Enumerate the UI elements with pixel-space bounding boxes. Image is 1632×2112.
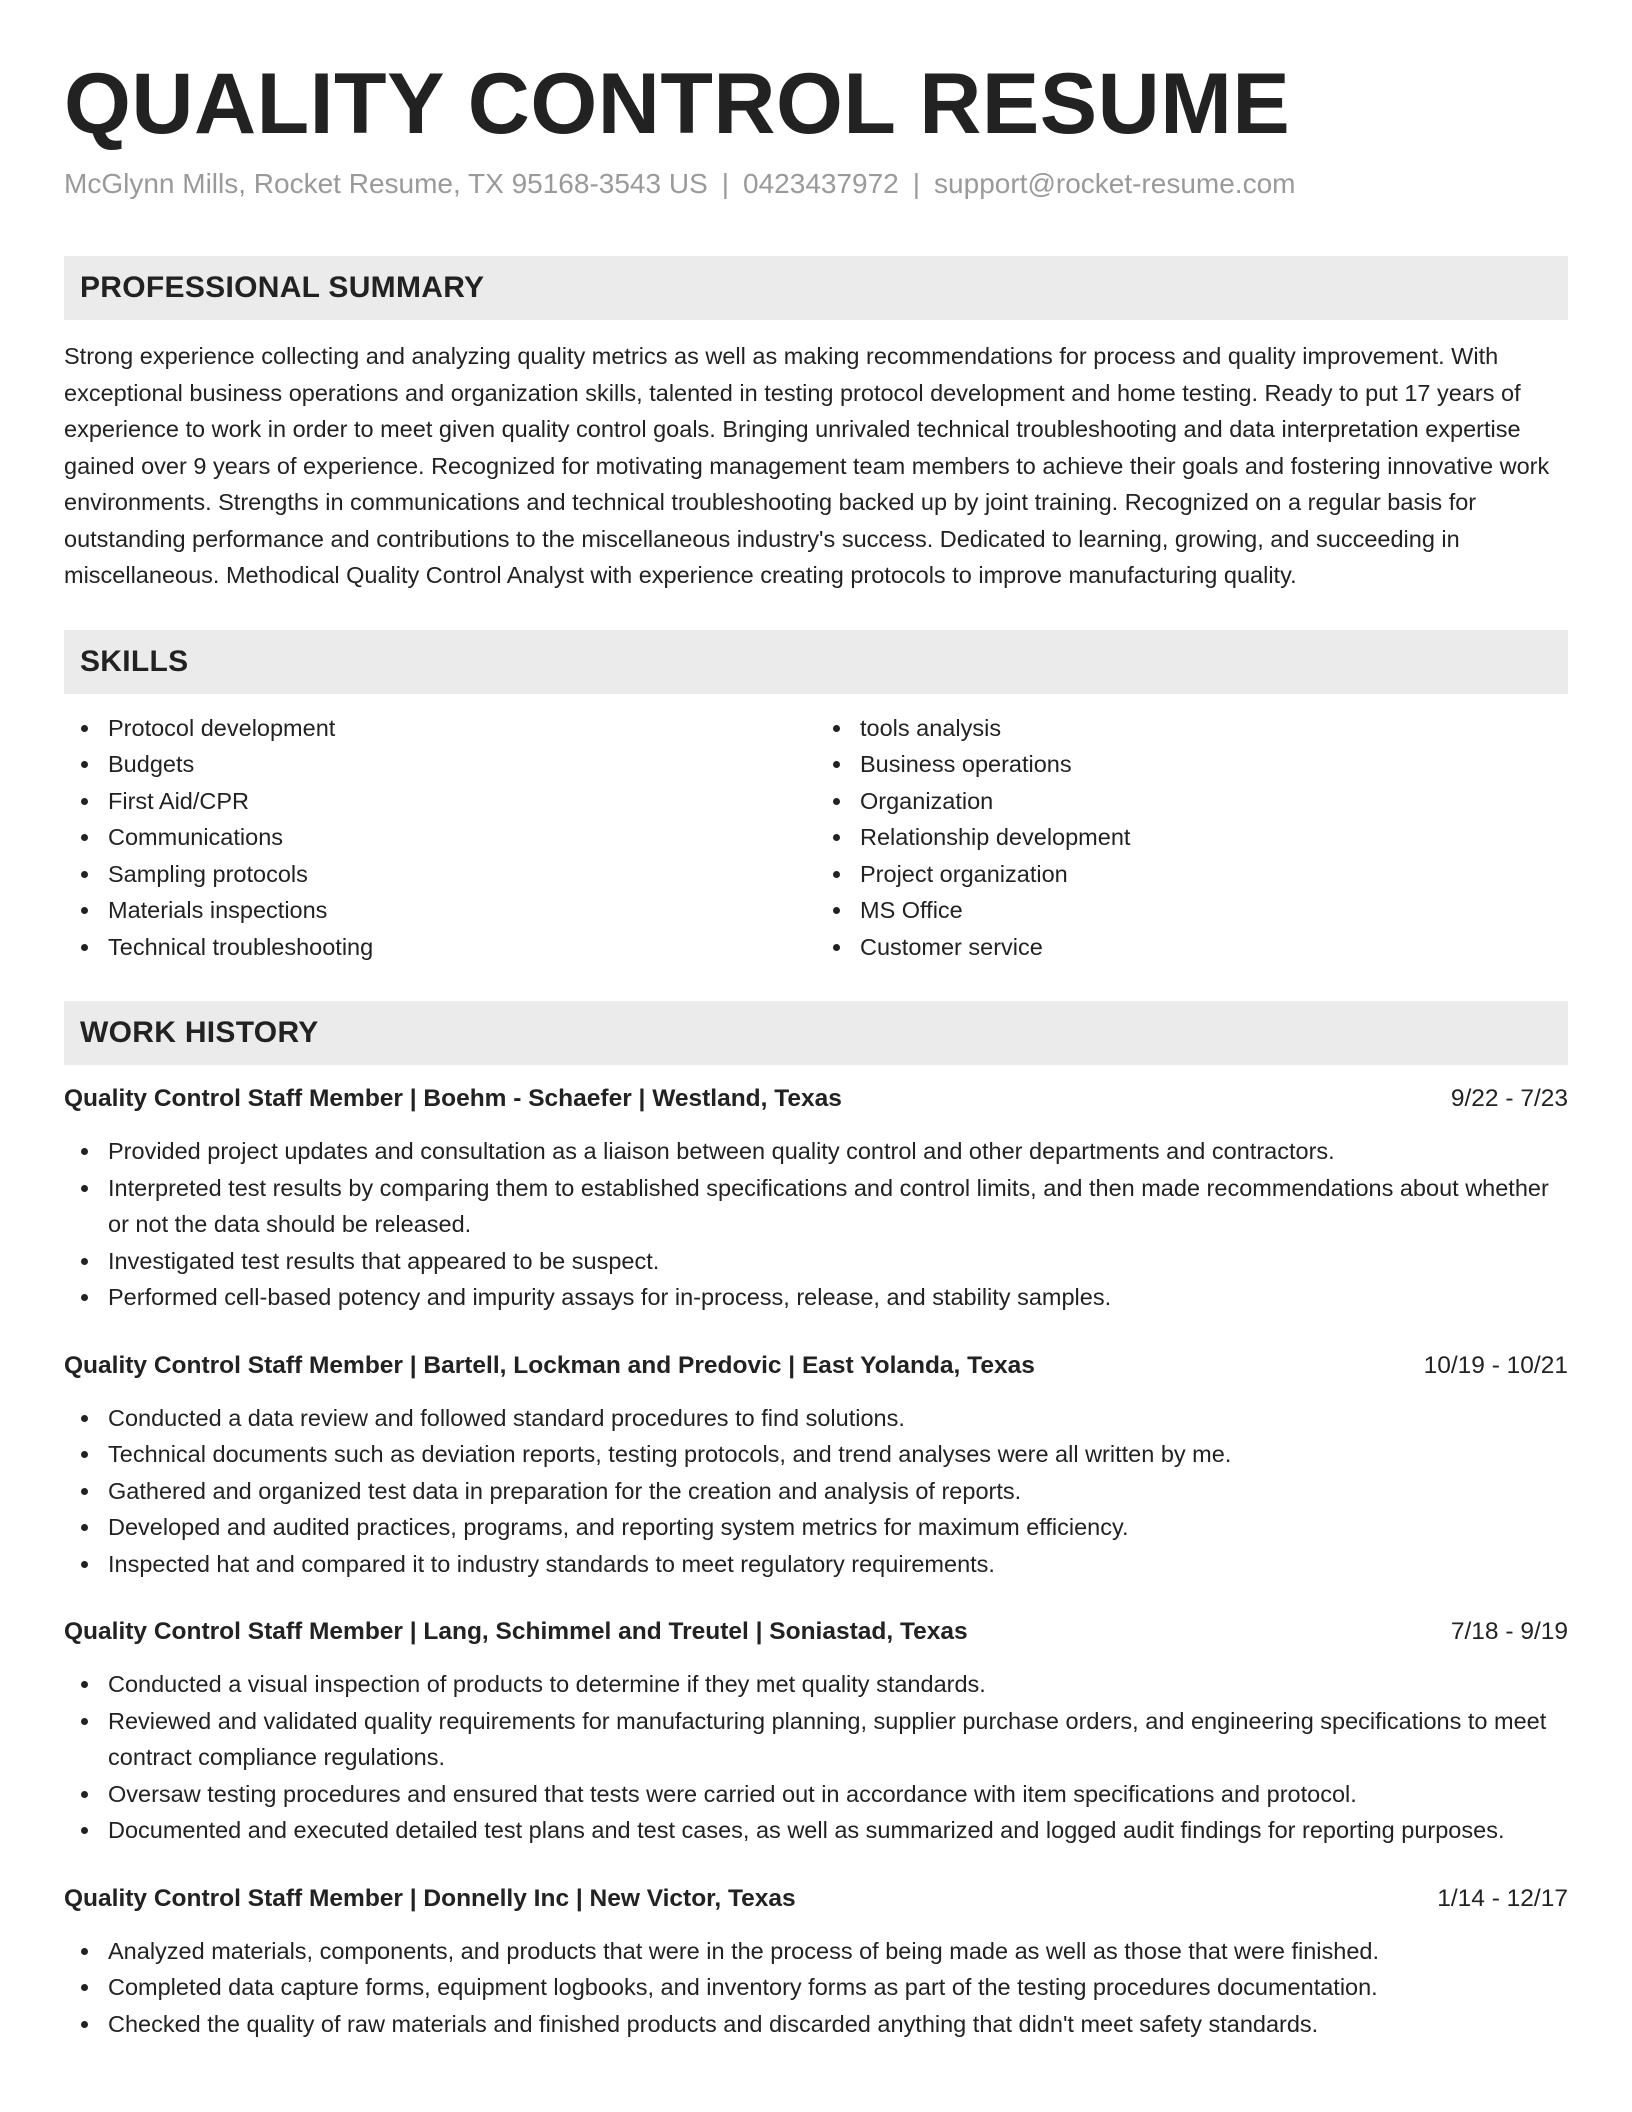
- job-bullet: Documented and executed detailed test plans and test cases, as well as summarized and logged audit findings for reporting purposes.: [64, 1812, 1568, 1849]
- job-bullet: Provided project updates and consultation as a liaison between quality control and other departments and contractors.: [64, 1133, 1568, 1170]
- skill-item: Sampling protocols: [64, 856, 816, 893]
- job-dates: 1/14 - 12/17: [1437, 1884, 1568, 1912]
- job-bullet: Investigated test results that appeared to be suspect.: [64, 1243, 1568, 1280]
- skill-item: Project organization: [816, 856, 1568, 893]
- job-dates: 10/19 - 10/21: [1423, 1351, 1568, 1379]
- job-bullet: Conducted a data review and followed standard procedures to find solutions.: [64, 1400, 1568, 1437]
- job-header: [64, 1614, 1568, 1650]
- job-header: [64, 1881, 1568, 1917]
- job-entry: [64, 1348, 1568, 1583]
- skills-column-left: [64, 710, 816, 966]
- job-bullets: [64, 1666, 1568, 1849]
- skill-item: Organization: [816, 783, 1568, 820]
- job-bullet: Performed cell-based potency and impurity assays for in-process, release, and stability samples.: [64, 1279, 1568, 1316]
- skill-item: Communications: [64, 819, 816, 856]
- skill-item: tools analysis: [816, 710, 1568, 747]
- job-bullet: Reviewed and validated quality requirements for manufacturing planning, supplier purchase orders, and engineering specifications to meet contract compliance regulations.: [64, 1703, 1568, 1776]
- job-bullets: [64, 1400, 1568, 1583]
- job-bullet: Completed data capture forms, equipment logbooks, and inventory forms as part of the testing procedures documentation.: [64, 1969, 1568, 2006]
- skills-column-right: [816, 710, 1568, 966]
- summary-text: Strong experience collecting and analyzing quality metrics as well as making recommendations for process and quality improvement. With exceptional business operations and organization skills, talented in testing protocol development and home testing. Ready to put 17 years of experience to work in order to meet given quality control goals. Bringing unrivaled technical troubleshooting and data interpretation expertise gained over 9 years of experience. Recognized for motivating management team members to achieve their goals and fostering innovative work environments. Strengths in communications and technical troubleshooting backed up by joint training. Recognized on a regular basis for outstanding performance and contributions to the miscellaneous industry's success. Dedicated to learning, growing, and succeeding in miscellaneous. Methodical Quality Control Analyst with experience creating protocols to improve manufacturing quality.: [64, 343, 1550, 588]
- job-entry: [64, 1081, 1568, 1316]
- job-bullet: Oversaw testing procedures and ensured that tests were carried out in accordance with item specifications and protocol.: [64, 1776, 1568, 1813]
- job-header: [64, 1348, 1568, 1384]
- skill-item: MS Office: [816, 892, 1568, 929]
- job-dates: 7/18 - 9/19: [1450, 1618, 1568, 1645]
- job-entry: [64, 1881, 1568, 2043]
- job-bullet: Developed and audited practices, programs, and reporting system metrics for maximum efficiency.: [64, 1509, 1568, 1546]
- job-entry: [64, 1614, 1568, 1849]
- skill-item: Budgets: [64, 746, 816, 783]
- job-title: Quality Control Staff Member | Boehm - Schaefer | Westland, Texas: [64, 1085, 842, 1112]
- section-header-summary: PROFESSIONAL SUMMARY: [64, 256, 1568, 320]
- job-dates: 9/22 - 7/23: [1450, 1085, 1568, 1112]
- skill-item: Technical troubleshooting: [64, 929, 816, 966]
- skill-item: Relationship development: [816, 819, 1568, 856]
- job-bullet: Interpreted test results by comparing them to established specifications and control limits, and then made recommendations about whether or not the data should be released.: [64, 1170, 1568, 1243]
- job-bullet: Inspected hat and compared it to industry standards to meet regulatory requirements.: [64, 1546, 1568, 1583]
- job-bullet: Checked the quality of raw materials and finished products and discarded anything that didn't meet safety standards.: [64, 2006, 1568, 2043]
- job-title: Quality Control Staff Member | Donnelly Inc | New Victor, Texas: [64, 1884, 796, 1912]
- contact-phone: 0423437972: [743, 168, 899, 199]
- skill-item: First Aid/CPR: [64, 783, 816, 820]
- skill-item: Materials inspections: [64, 892, 816, 929]
- section-header-skills: SKILLS: [64, 630, 1568, 694]
- job-title: Quality Control Staff Member | Bartell, Lockman and Predovic | East Yolanda, Texas: [64, 1351, 1035, 1379]
- job-bullet: Conducted a visual inspection of products to determine if they met quality standards.: [64, 1666, 1568, 1703]
- job-bullets: [64, 1133, 1568, 1316]
- skill-item: Business operations: [816, 746, 1568, 783]
- job-header: [64, 1081, 1568, 1117]
- contact-address: McGlynn Mills, Rocket Resume, TX 95168-3543 US: [64, 168, 708, 199]
- contact-separator: |: [912, 168, 921, 199]
- section-header-work-history: WORK HISTORY: [64, 1001, 1568, 1065]
- skill-item: Customer service: [816, 929, 1568, 966]
- page-title: QUALITY CONTROL RESUME: [64, 56, 1291, 152]
- job-bullet: Technical documents such as deviation reports, testing protocols, and trend analyses were all written by me.: [64, 1436, 1568, 1473]
- contact-separator: |: [721, 168, 730, 199]
- job-bullet: Gathered and organized test data in preparation for the creation and analysis of reports.: [64, 1473, 1568, 1510]
- skills-list: [64, 710, 1568, 966]
- job-bullets: [64, 1933, 1568, 2043]
- skill-item: Protocol development: [64, 710, 816, 747]
- contact-line: [64, 166, 1568, 202]
- job-bullet: Analyzed materials, components, and products that were in the process of being made as well as those that were finished.: [64, 1933, 1568, 1970]
- contact-email: support@rocket-resume.com: [934, 168, 1296, 199]
- job-title: Quality Control Staff Member | Lang, Schimmel and Treutel | Soniastad, Texas: [64, 1618, 968, 1645]
